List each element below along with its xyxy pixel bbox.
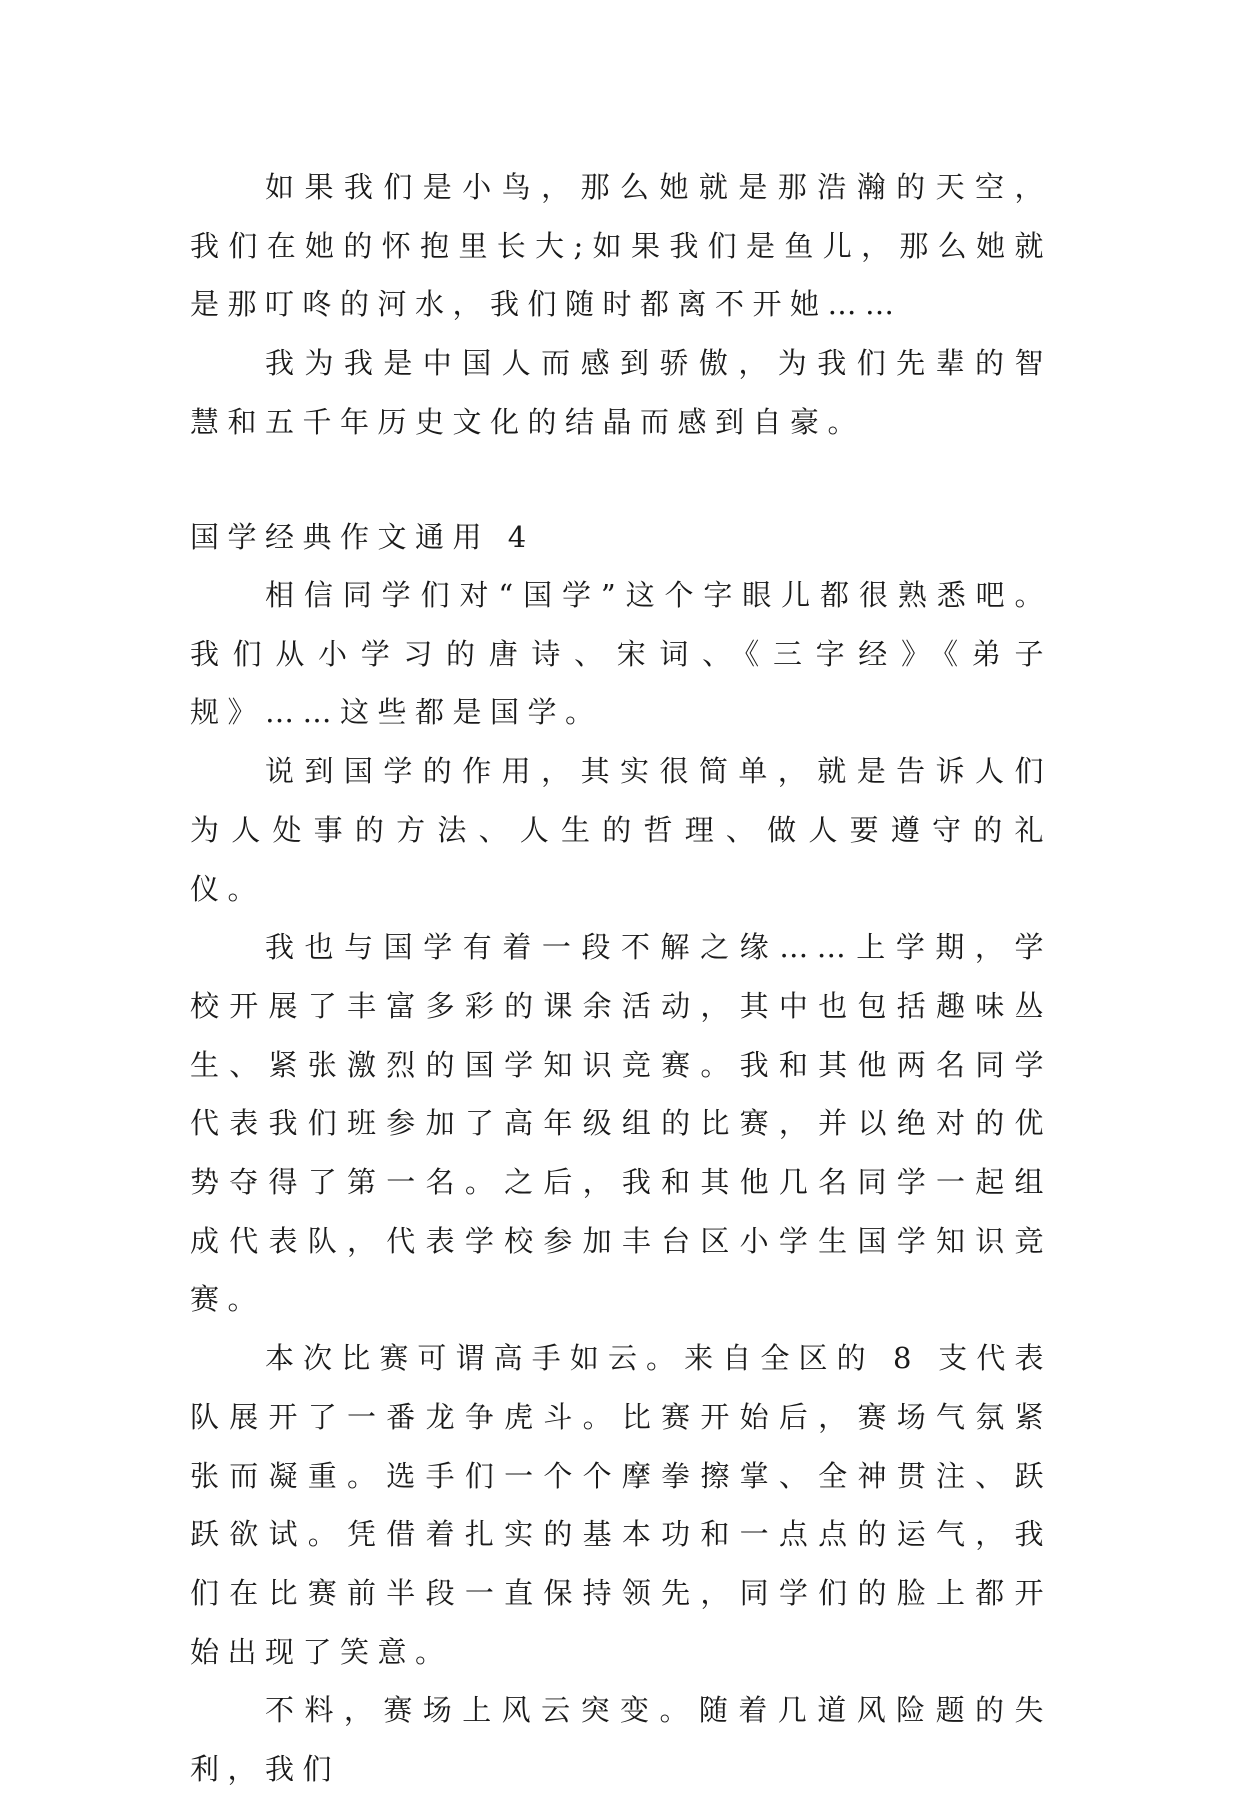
paragraph: 本次比赛可谓高手如云。来自全区的 8 支代表队展开了一番龙争虎斗。比赛开始后，赛场气氛紧张而凝重。选手们一个个摩拳擦掌、全神贯注、跃跃欲试。凭借着扎实的基本功和一点点的运气，我们在比赛前半段一直保持领先，同学们的脸上都开始出现了笑意。 xyxy=(190,1341,1052,1669)
top-section xyxy=(190,158,1052,452)
paragraph: 相信同学们对“国学”这个字眼儿都很熟悉吧。我们从小学习的唐诗、宋词、《三字经》《弟子规》……这些都是国学。 xyxy=(190,578,1052,730)
paragraph: 我也与国学有着一段不解之缘……上学期，学校开展了丰富多彩的课余活动，其中也包括趣味丛生、紧张激烈的国学知识竞赛。我和其他两名同学代表我们班参加了高年级组的比赛，并以绝对的优势夺得了第一名。之后，我和其他几名同学一起组成代表队，代表学校参加丰台区小学生国学知识竞赛。 xyxy=(190,930,1052,1317)
paragraph: 如果我们是小鸟，那么她就是那浩瀚的天空，我们在她的怀抱里长大;如果我们是鱼儿，那么她就是那叮咚的河水，我们随时都离不开她…… xyxy=(190,170,1052,322)
paragraph: 说到国学的作用，其实很简单，就是告诉人们为人处事的方法、人生的哲理、做人要遵守的礼仪。 xyxy=(190,754,1052,906)
section-heading: 国学经典作文通用 4 xyxy=(190,520,535,554)
paragraph: 不料，赛场上风云突变。随着几道风险题的失利，我们 xyxy=(190,1693,1052,1787)
body-section xyxy=(190,566,1052,1799)
paragraph: 我为我是中国人而感到骄傲，为我们先辈的智慧和五千年历史文化的结晶而感到自豪。 xyxy=(190,346,1052,439)
section-heading-block xyxy=(190,508,1052,567)
